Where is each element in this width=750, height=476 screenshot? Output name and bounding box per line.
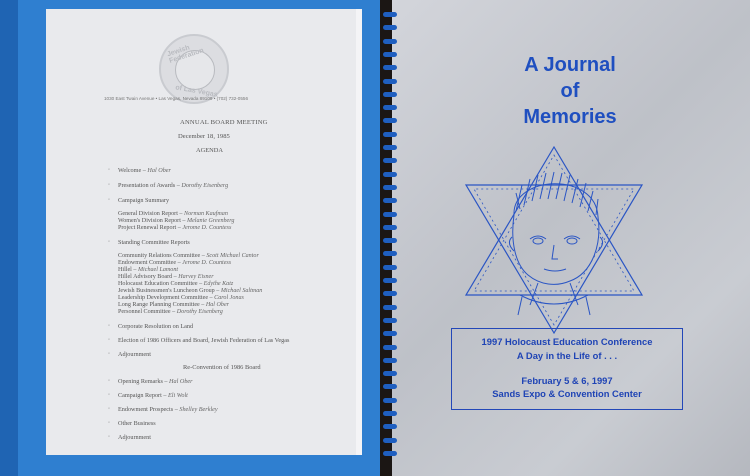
seal-text-bottom: of Las Vegas: [174, 84, 219, 99]
campaign-subitem: Project Renewal Report – Jerome D. Countess: [118, 225, 232, 231]
agenda-item: ◦ Corporate Resolution on Land: [108, 323, 194, 330]
spiral-coil: [383, 212, 397, 217]
agenda-item: ◦ Adjournment: [108, 434, 151, 441]
agenda-item: ◦ Campaign Summary: [108, 197, 170, 204]
conference-venue: Sands Expo & Convention Center: [492, 388, 642, 399]
bullet-icon: ◦: [108, 167, 111, 173]
agenda-item: ◦ Adjournment: [108, 351, 151, 358]
standing-subitem: Personnel Committee – Dorothy Eisenberg: [118, 309, 223, 315]
spiral-coil: [383, 305, 397, 310]
spiral-coil: [383, 278, 397, 283]
bullet-icon: ◦: [108, 420, 111, 426]
agenda-item: ◦ Other Business: [108, 420, 156, 427]
spiral-coil: [383, 65, 397, 70]
spiral-coil: [383, 251, 397, 256]
agenda-item: ◦ Opening Remarks – Hal Ober: [108, 378, 193, 385]
title-line: A Journal: [524, 54, 616, 76]
meeting-title: ANNUAL BOARD MEETING: [180, 119, 268, 126]
spiral-coil: [383, 291, 397, 296]
star-of-david-illustration: [460, 145, 648, 335]
child-face-icon: [509, 172, 602, 315]
standing-subitem: Jewish Businessmen's Luncheon Group – Michael Saltman: [118, 288, 263, 294]
spiral-coil: [383, 79, 397, 84]
spiral-coil: [383, 451, 397, 456]
title-line: of: [560, 80, 580, 102]
agenda-item: ◦ Standing Committee Reports: [108, 239, 190, 246]
spiral-coil: [383, 158, 397, 163]
spiral-coil: [383, 331, 397, 336]
spiral-coil: [383, 118, 397, 123]
spiral-coil: [383, 52, 397, 57]
spiral-coil: [383, 132, 397, 137]
spiral-coil: [383, 265, 397, 270]
spiral-coil: [383, 198, 397, 203]
bullet-icon: ◦: [108, 197, 111, 203]
spiral-coil: [383, 172, 397, 177]
journal-title: [480, 52, 660, 130]
federation-seal: [159, 34, 229, 104]
conference-info-box: [451, 328, 683, 410]
standing-subitem: Leadership Development Committee – Carol Jonas: [118, 295, 244, 301]
spiral-coil: [383, 384, 397, 389]
standing-subitem: Holocaust Education Committee – Edythe Katz: [118, 281, 234, 287]
bullet-icon: ◦: [108, 351, 111, 357]
bullet-icon: ◦: [108, 182, 111, 188]
spiral-coil: [383, 238, 397, 243]
spiral-coil: [383, 145, 397, 150]
spiral-coil: [383, 411, 397, 416]
conference-name: 1997 Holocaust Education Conference: [481, 336, 653, 347]
campaign-subitem: General Division Report – Norman Kaufman: [118, 211, 228, 217]
standing-subitem: Hillel Advisory Board – Harvey Eisner: [118, 274, 214, 280]
federation-address: 1030 East Twain Avenue • Las Vegas, Nevada 89109 • (702) 732-0556: [104, 96, 249, 101]
bullet-icon: ◦: [108, 337, 111, 343]
title-line: Memories: [523, 106, 617, 128]
agenda-item: ◦ Presentation of Awards – Dorothy Eisenberg: [108, 182, 229, 189]
bullet-icon: ◦: [108, 392, 111, 398]
spiral-coil: [383, 92, 397, 97]
standing-subitem: Endowment Committee – Jerome D. Countess: [118, 260, 232, 266]
binder-spine: [0, 0, 18, 476]
spiral-coil: [383, 105, 397, 110]
reconvention-heading: Re-Convention of 1986 Board: [183, 364, 261, 371]
spiral-coil: [383, 12, 397, 17]
bullet-icon: ◦: [108, 406, 111, 412]
page-edge: [356, 9, 362, 455]
spiral-coil: [383, 25, 397, 30]
bullet-icon: ◦: [108, 323, 111, 329]
standing-subitem: Long Range Planning Committee – Hal Ober: [118, 302, 230, 308]
agenda-item: ◦ Endowment Prospects – Shelley Berkley: [108, 406, 218, 413]
bullet-icon: ◦: [108, 378, 111, 384]
spiral-coil: [383, 225, 397, 230]
campaign-subitem: Women's Division Report – Melanie Greenberg: [118, 218, 235, 224]
standing-subitem: Community Relations Committee – Scott Michael Cantor: [118, 253, 259, 259]
spiral-coil: [383, 39, 397, 44]
standing-subitem: Hillel – Michael Lamont: [118, 267, 179, 273]
bullet-icon: ◦: [108, 434, 111, 440]
spiral-coil: [383, 318, 397, 323]
spiral-coil: [383, 358, 397, 363]
agenda-heading: AGENDA: [196, 147, 223, 154]
bullet-icon: ◦: [108, 239, 111, 245]
meeting-date: December 18, 1985: [178, 133, 230, 140]
agenda-item: ◦ Welcome – Hal Ober: [108, 167, 171, 174]
conference-dates: February 5 & 6, 1997: [521, 375, 613, 386]
seal-text-top: Jewish Federation: [166, 44, 205, 65]
spiral-coil: [383, 424, 397, 429]
spiral-coil: [383, 185, 397, 190]
conference-theme: A Day in the Life of . . .: [516, 350, 618, 361]
spiral-coil: [383, 345, 397, 350]
spiral-coil: [383, 398, 397, 403]
spiral-coil: [383, 371, 397, 376]
agenda-item: ◦ Election of 1986 Officers and Board, Jewish Federation of Las Vegas: [108, 337, 290, 344]
spiral-coil: [383, 438, 397, 443]
agenda-item: ◦ Campaign Report – Eli Wolt: [108, 392, 188, 399]
